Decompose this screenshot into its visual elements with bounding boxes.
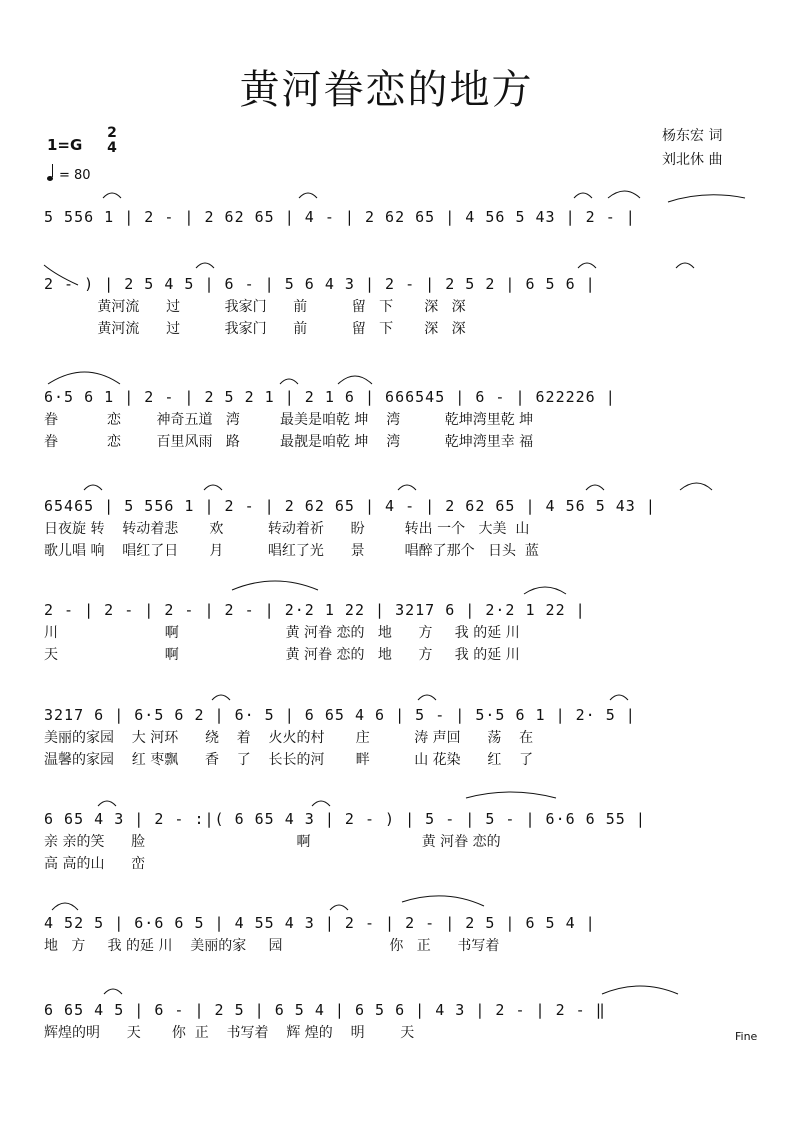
fine-marking: Fine — [735, 1030, 758, 1043]
tempo-value: = 80 — [59, 168, 91, 183]
slur — [299, 193, 317, 198]
notation-line: 2 - ) | 2 5 4 5 | 6 - | 5 6 4 3 | 2 - | 2 5 2 | 6 5 6 | — [44, 275, 596, 293]
quarter-note-icon — [47, 176, 53, 181]
slur — [466, 792, 556, 798]
system-8 — [44, 911, 750, 979]
composer: 刘北休 曲 — [662, 152, 723, 168]
tempo-marking — [47, 168, 91, 183]
lyrics-verse-2: 眷 恋 百里风雨 路 最靓是咱乾 坤 湾 乾坤湾里幸 福 — [44, 434, 534, 450]
lyrics-verse-2: 温馨的家园 红 枣飘 香 了 长长的河 畔 山 花染 红 了 — [44, 752, 534, 768]
slur — [280, 379, 298, 384]
lyrics-verse-2: 高 高的山 峦 — [44, 856, 146, 872]
credits — [662, 124, 722, 172]
slur — [398, 485, 416, 490]
slur — [418, 695, 436, 700]
slur — [602, 986, 678, 994]
notation-line: 6 65 4 5 | 6 - | 2 5 | 6 5 4 | 6 5 6 | 4 3 | 2 - | 2 - ‖ — [44, 1001, 606, 1019]
slur — [402, 896, 484, 906]
lyrics-verse-2: 黄河流 过 我家门 前 留 下 深 深 — [44, 321, 466, 337]
system-5 — [44, 598, 750, 666]
system-6 — [44, 703, 750, 771]
slur — [104, 989, 122, 994]
notation-line: 65465 | 5 556 1 | 2 - | 2 62 65 | 4 - | 2 62 65 | 4 56 5 43 | — [44, 497, 656, 515]
slur — [330, 905, 348, 910]
lyrics-verse-1: 辉煌的明 天 你 正 书写着 辉 煌的 明 天 — [44, 1025, 415, 1041]
slur — [608, 191, 640, 198]
slur — [212, 695, 230, 700]
system-9 — [44, 998, 750, 1066]
slur — [524, 587, 566, 594]
lyrics-verse-1: 亲 亲的笑 脸 啊 黄 河眷 恋的 — [44, 834, 501, 850]
slur — [338, 376, 372, 384]
system-2 — [44, 272, 750, 340]
lyrics-verse-2 — [44, 1044, 750, 1066]
slur — [610, 695, 628, 700]
lyrics-verse-2: 天 啊 黄 河眷 恋的 地 方 我 的延 川 — [44, 647, 520, 663]
notation-line: 4 52 5 | 6·6 6 5 | 4 55 4 3 | 2 - | 2 - | 2 5 | 6 5 4 | — [44, 914, 596, 932]
slur — [48, 372, 120, 384]
slur — [204, 485, 222, 490]
lyrics-verse-1: 眷 恋 神奇五道 湾 最美是咱乾 坤 湾 乾坤湾里乾 坤 — [44, 412, 534, 428]
key-signature: 1=G — [47, 136, 83, 154]
lyrics-verse-2 — [44, 957, 750, 979]
lyrics-verse-1: 日夜旋 转 转动着悲 欢 转动着祈 盼 转出 一个 大美 山 — [44, 521, 530, 537]
slur — [232, 581, 318, 590]
slur — [103, 193, 121, 198]
system-3 — [44, 385, 750, 453]
slur — [84, 485, 102, 490]
system-7 — [44, 807, 750, 875]
system-1 — [44, 205, 750, 273]
notation-line: 3217 6 | 6·5 6 2 | 6· 5 | 6 65 4 6 | 5 - | 5·5 6 1 | 2· 5 | — [44, 706, 636, 724]
lyrics-verse-2 — [44, 251, 750, 273]
notation-line: 2 - | 2 - | 2 - | 2 - | 2·2 1 22 | 3217 6 | 2·2 1 22 | — [44, 601, 586, 619]
notation-line: 6·5 6 1 | 2 - | 2 5 2 1 | 2 1 6 | 666545 | 6 - | 622226 | — [44, 388, 616, 406]
song-title: 黄河眷恋的地方 — [239, 67, 534, 113]
slur — [312, 801, 330, 806]
notation-line: 6 65 4 3 | 2 - :|( 6 65 4 3 | 2 - ) | 5 - | 5 - | 6·6 6 55 | — [44, 810, 646, 828]
slur — [680, 483, 712, 490]
slur — [586, 485, 604, 490]
time-sig-bottom: 4 — [107, 140, 117, 156]
lyrics-verse-1 — [44, 229, 750, 251]
slur — [574, 193, 592, 198]
lyrics-verse-1: 川 啊 黄 河眷 恋的 地 方 我 的延 川 — [44, 625, 520, 641]
time-signature — [104, 126, 120, 156]
lyricist: 杨东宏 词 — [662, 128, 723, 144]
time-sig-top: 2 — [107, 125, 117, 141]
notation-line: 5 556 1 | 2 - | 2 62 65 | 4 - | 2 62 65 | 4 56 5 43 | 2 - | — [44, 208, 636, 226]
slur — [668, 195, 745, 202]
lyrics-verse-1: 地 方 我 的延 川 美丽的家 园 你 正 书写着 — [44, 938, 500, 954]
lyrics-verse-1: 美丽的家园 大 河环 绕 着 火火的村 庄 涛 声回 荡 在 — [44, 730, 534, 746]
lyrics-verse-1: 黄河流 过 我家门 前 留 下 深 深 — [44, 299, 466, 315]
system-4 — [44, 494, 750, 562]
lyrics-verse-2: 歌儿唱 响 唱红了日 月 唱红了光 景 唱醉了那个 日头 蓝 — [44, 543, 539, 559]
slur — [98, 801, 116, 806]
slur — [52, 903, 78, 910]
